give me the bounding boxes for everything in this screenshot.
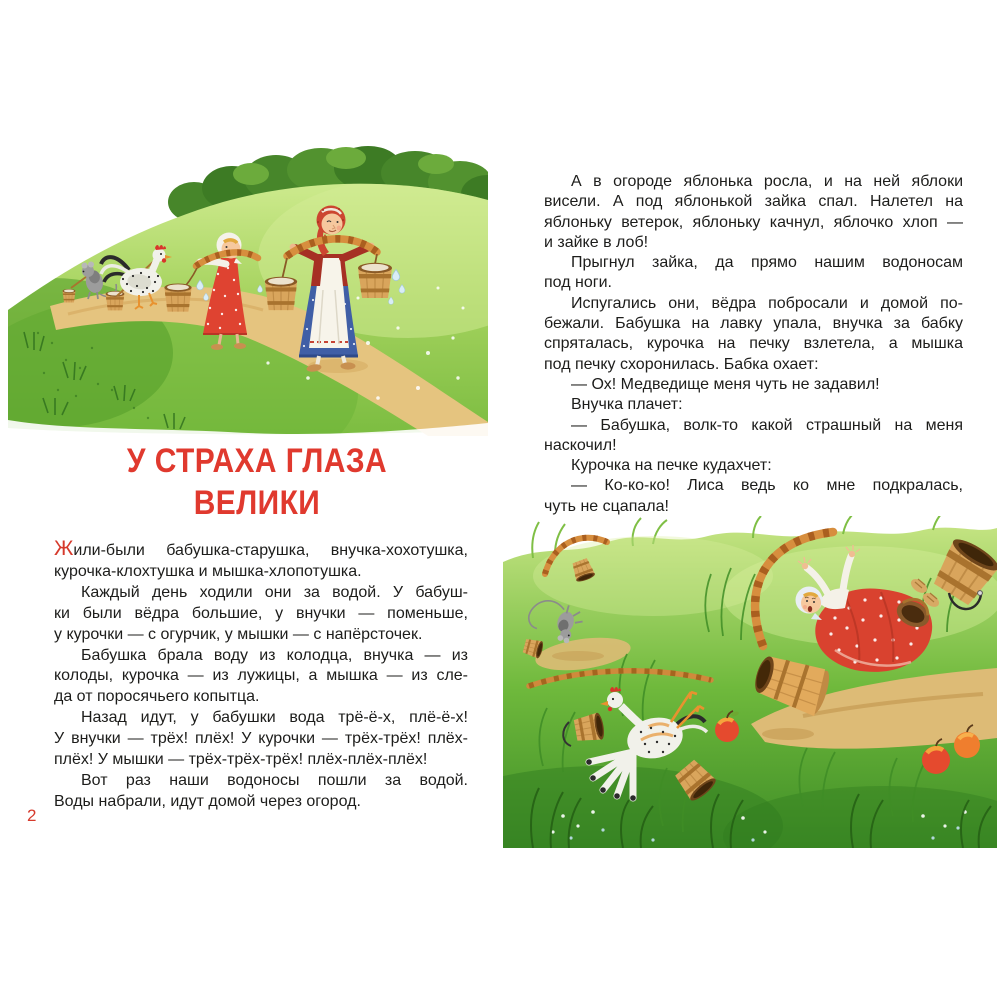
right-text-column (544, 172, 963, 517)
text-line: Прыгнул зайка, да прямо нашим водоносам (571, 254, 963, 272)
title-line-2: ВЕЛИКИ (193, 484, 321, 522)
text-line: ки были вёдра большие, у внучки — поменьше, (54, 604, 468, 622)
sand-shade (552, 651, 604, 661)
title-line-1: У СТРАХА ГЛАЗА (126, 442, 388, 480)
story-title (73, 440, 441, 524)
grass-light (533, 536, 773, 616)
text-line: А в огороде яблонька росла, и на ней яблоки (571, 173, 963, 190)
mouse-bucket (63, 289, 76, 302)
text-line: Вот раз наши водоносы пошли за водой. (81, 771, 468, 789)
text-line: Бабушка брала воду из колодца, внучка — из (81, 646, 468, 664)
text-line: У внучки — трёх! плёх! У курочки — трёх-трёх! плёх- (54, 730, 468, 748)
grandma-bucket-right (358, 263, 392, 298)
text-line: и зайке в лоб! (544, 233, 649, 251)
text-line: — Бабушка, волк-то какой страшный на меня (571, 416, 963, 434)
text-line: под ноги. (544, 274, 612, 292)
text-line: Курочка на печке кудахчет: (571, 457, 772, 475)
text-line: — Ко-ко-ко! Лиса ведь ко мне подкралась, (571, 477, 963, 495)
text-line: Воды набрали, идут домой через огород. (54, 792, 361, 810)
text-line: да от поросячьего копытца. (54, 688, 260, 706)
girl-bucket (164, 283, 191, 311)
grandma-bucket-left (265, 277, 297, 310)
text-line: у курочки — с огурчик, у мышки — с напёрсточек. (54, 625, 423, 643)
drop-cap: Ж (54, 537, 74, 560)
text-line: бежали. Бабушка на лавку упала, внучка за бабку (544, 315, 963, 333)
left-text-column (54, 539, 468, 813)
text-line: Жили-были бабушка-старушка, внучка-хохотушка, (54, 537, 468, 560)
text-line: курочка-клохтушка и мышка-хлопотушка. (54, 562, 362, 580)
text-line: спряталась, курочка на печку взлетела, а мышка (544, 335, 963, 353)
page-number: 2 (27, 806, 37, 825)
text-line: висели. А под яблонькой зайка спал. Налетел на (544, 193, 963, 211)
illustration-scattered-buckets (503, 516, 997, 848)
text-line: чуть не сцапала! (544, 497, 669, 515)
text-line: яблоньку ветерок, яблоньку качнул, яблочко хлоп — (544, 213, 963, 231)
text-line: Каждый день ходили они за водой. У бабуш- (81, 583, 468, 601)
text-line: под печку схоронилась. Бабка охает: (544, 355, 819, 373)
text-line: колоды, курочка — из лужицы, а мышка — из сле- (54, 667, 468, 685)
sand-shade (762, 728, 814, 740)
illustration-fetching-water (8, 138, 488, 436)
text-line: Назад идут, у бабушки вода трё-ё-х, плё-ё-х! (81, 709, 468, 727)
text-line: плёх! У мышки — трёх-трёх-трёх! плёх-плёх-плёх! (54, 751, 428, 769)
text-line: Внучка плачет: (571, 396, 683, 414)
text-line: Испугались они, вёдра побросали и домой по- (571, 294, 963, 312)
hen-bucket (106, 291, 125, 310)
text-line: — Ох! Медведище меня чуть не задавил! (571, 375, 880, 393)
text-line: наскочил! (544, 436, 617, 454)
